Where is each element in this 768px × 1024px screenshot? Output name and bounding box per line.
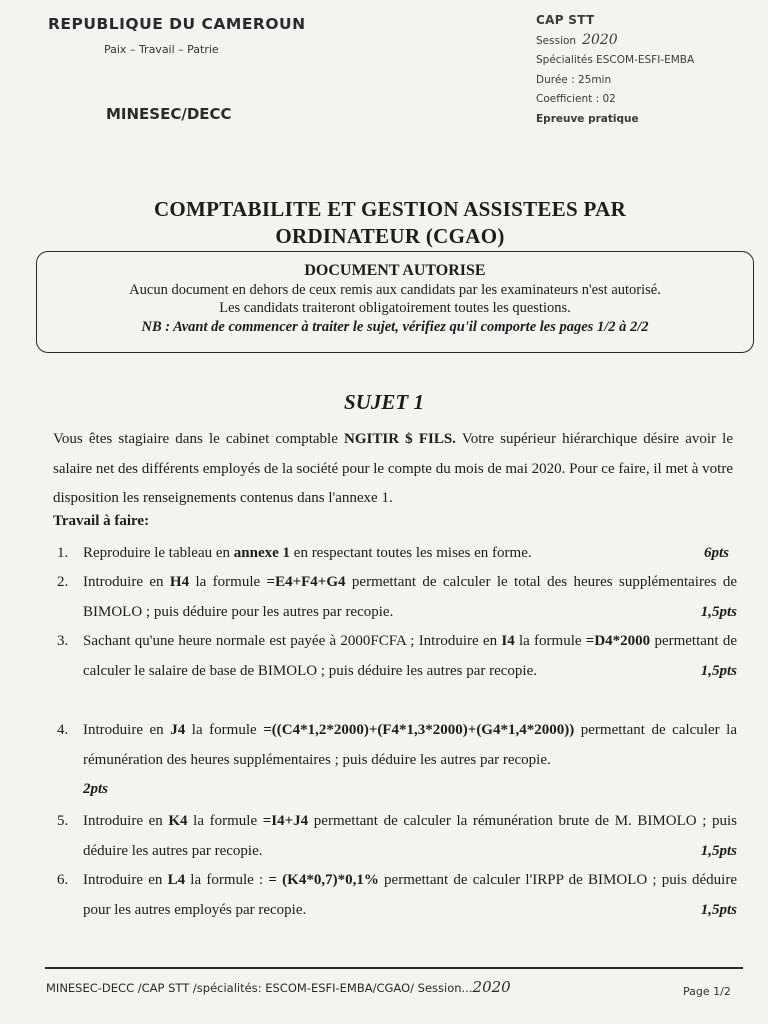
item-text: Introduire en	[83, 574, 170, 590]
item-points: 2pts	[83, 781, 109, 797]
task-item-1	[57, 539, 737, 569]
notice-heading: DOCUMENT AUTORISE	[304, 262, 486, 279]
item-points: 1,5pts	[700, 662, 737, 679]
item-cell: K4	[168, 813, 188, 829]
item-formula: =I4+J4	[262, 813, 309, 829]
item-text: Introduire en	[83, 813, 169, 829]
item-text: permettant de calculer la rémunération brute de M. BIMOLO ; puis déduire les autres par recopie.	[83, 813, 738, 859]
instructions-box	[36, 251, 754, 353]
specialites-line: Spécialités ESCOM-ESFI-EMBA	[536, 54, 695, 66]
exam-info-block	[536, 11, 694, 129]
item-formula: =D4*2000	[585, 633, 651, 649]
title-line-2: ORDINATEUR (CGAO)	[275, 224, 505, 248]
item-cell: J4	[170, 722, 186, 738]
item-cell: H4	[169, 574, 190, 590]
item-cell: I4	[501, 633, 515, 649]
footer-divider	[45, 967, 743, 969]
task-item-2	[57, 568, 737, 627]
exam-name: CAP STT	[536, 13, 595, 27]
notice-nb: NB : Avant de commencer à traiter le sujet, vérifiez qu'il comporte les pages 1/2 à 2/2	[141, 319, 649, 335]
item-cell: L4	[167, 872, 186, 888]
item-text: la formule	[189, 574, 267, 590]
item-points: 1,5pts	[700, 901, 737, 918]
task-item-3	[57, 627, 737, 686]
national-motto: Paix – Travail – Patrie	[104, 43, 219, 56]
item-text: la formule	[187, 813, 263, 829]
item-text: Introduire en	[83, 872, 168, 888]
item-formula: = (K4*0,7)*0,1%	[268, 872, 379, 888]
item-points: 6pts	[703, 545, 729, 561]
item-text: en respectant toutes les mises en forme.	[290, 545, 532, 561]
intro-paragraph	[53, 425, 733, 514]
item-text: la formule	[185, 722, 264, 738]
item-text: permettant de calculer l'IRPP de BIMOLO ; puis déduire pour les autres employés par recopie.	[83, 872, 737, 918]
document-title	[60, 196, 720, 250]
task-heading: Travail à faire:	[53, 513, 150, 529]
notice-line-2: Les candidats traiteront obligatoirement toutes les questions.	[219, 300, 571, 316]
item-number: 2.	[57, 574, 69, 590]
coefficient-line: Coefficient : 02	[536, 93, 616, 105]
ministry-label: MINESEC/DECC	[106, 105, 232, 123]
duree-line: Durée : 25min	[536, 73, 612, 86]
item-ref: annexe 1	[233, 545, 291, 561]
company-name: NGITIR $ FILS.	[344, 431, 456, 447]
item-formula: =E4+F4+G4	[266, 574, 346, 590]
task-item-4	[57, 716, 737, 805]
item-text: Introduire en	[83, 722, 171, 738]
intro-text-1: Vous êtes stagiaire dans le cabinet comptable	[53, 431, 345, 447]
item-points: 1,5pts	[700, 603, 737, 620]
republic-heading: REPUBLIQUE DU CAMEROUN	[48, 15, 306, 33]
item-text: permettant de calculer le salaire de base de BIMOLO ; puis déduire les autres par recopie.	[83, 633, 738, 679]
intro-text-2: Votre supérieur hiérarchique désire avoir le salaire net des différents employés de la société pour le compte du mois de mai 2020. Pour ce faire, il met à votre disposition les renseignements contenus dans l'annexe 1.	[53, 431, 734, 506]
footer-label: MINESEC-DECC /CAP STT /spécialités: ESCOM-ESFI-EMBA/CGAO/ Session...	[46, 981, 473, 995]
item-number: 4.	[57, 722, 69, 738]
item-text: Reproduire le tableau en	[83, 545, 234, 561]
subject-heading: SUJET 1	[344, 390, 424, 414]
item-text: permettant de calculer la rémunération des heures supplémentaires ; puis déduire les autres par recopie.	[83, 722, 737, 768]
session-line	[536, 31, 694, 52]
item-number: 6.	[57, 872, 69, 888]
task-item-5	[57, 807, 737, 866]
epreuve-line: Epreuve pratique	[536, 112, 639, 125]
item-text: permettant de calculer le total des heures supplémentaires de BIMOLO ; puis déduire pour les autres par recopie.	[83, 574, 738, 620]
page-number: Page 1/2	[683, 985, 731, 998]
item-number: 1.	[57, 545, 69, 561]
task-item-6	[57, 866, 737, 925]
item-points: 1,5pts	[700, 842, 737, 859]
item-text: la formule	[514, 633, 586, 649]
item-number: 3.	[57, 633, 69, 649]
item-text: Sachant qu'une heure normale est payée à 2000FCFA ; Introduire en	[83, 633, 502, 649]
item-formula: =((C4*1,2*2000)+(F4*1,3*2000)+(G4*1,4*2000))	[263, 722, 575, 738]
footer-text	[46, 978, 511, 996]
session-label: Session	[536, 34, 577, 47]
title-line-1: COMPTABILITE ET GESTION ASSISTEES PAR	[153, 197, 627, 221]
session-value: 2020	[582, 31, 618, 48]
item-number: 5.	[57, 813, 69, 829]
item-text: la formule :	[185, 872, 269, 888]
notice-line-1: Aucun document en dehors de ceux remis aux candidats par les examinateurs n'est autorisé.	[129, 282, 661, 298]
footer-session-hand: 2020	[472, 978, 511, 996]
